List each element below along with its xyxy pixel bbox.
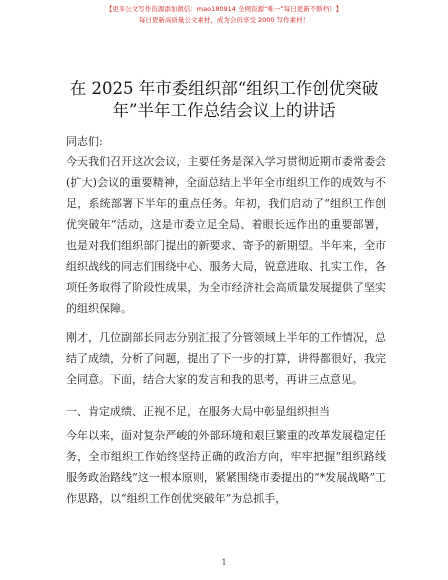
paragraph-section-1: 今年以来，面对复杂严峻的外部环境和艰巨繁重的改革发展稳定任务，全市组织工作始终坚持正确的政治方向，牢牢把握“组织路线服务政治路线”这一根本原则，紧紧围绕市委提出的“*发展战略”工作思路，以“组织工作创优突破年”为总抓手， xyxy=(66,429,386,505)
document-title-line1: 在 2025 年市委组织部“组织工作创优突破 xyxy=(69,79,379,98)
document-title-line2: 年”半年工作总结会议上的讲话 xyxy=(112,101,336,120)
promo-banner-line2: 每日更新高质量公文素材，成为会员享受 2000 写作素材！ xyxy=(138,16,310,24)
salutation: 同志们: xyxy=(66,135,103,148)
promo-banner-line1: 【更多公文写作资源添加微信：mao180914 全网资源“唯一”每日更新不断档！】 xyxy=(105,5,343,13)
page-number: 1 xyxy=(221,558,227,567)
paragraph-intro: 今天我们召开这次会议，主要任务是深入学习贯彻近期市委常委会(扩大)会议的重要精神，全面总结上半年全市组织工作的成效与不足，系统部署下半年的重点任务。年初，我们启动了“组织工作创优突破年”活动，这是市委立足全局、着眼长远作出的重要部署，也是对我们组织部门提出的新要求、寄予的新期望。半年来，全市组织战线的同志们围绕中心、服务大局，锐意进取、扎实工作，各项任务取得了阶段性成果，为全市经济社会高质量发展提供了坚实的组织保障。 xyxy=(66,155,386,315)
section-heading-1: 一、肯定成绩、正视不足，在服务大局中彰显组织担当 xyxy=(66,405,330,418)
paragraph-reports: 刚才，几位副部长同志分别汇报了分管领域上半年的工作情况，总结了成绩，分析了问题，提出了下一步的打算，讲得都很好，我完全同意。下面，结合大家的发言和我的思考，再讲三点意见。 xyxy=(66,331,386,386)
